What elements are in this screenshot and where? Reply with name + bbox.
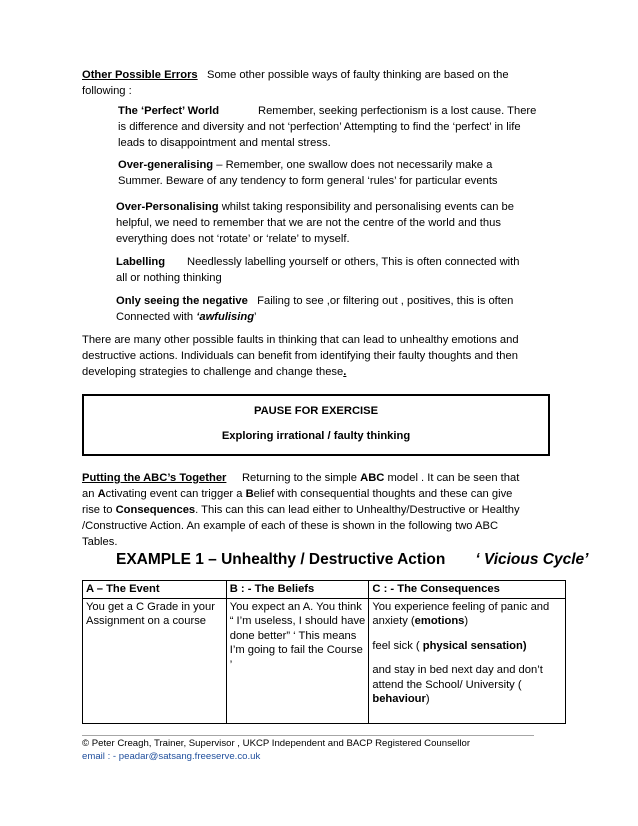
labelling-item [116,254,519,286]
over-personalising-desc-2: helpful, we need to remember that we are not the centre of the world and thus [116,217,501,229]
consequences-term: Consequences [115,504,196,516]
abc-text: Returning to the simple [241,472,361,484]
perfect-world-desc-1: Remember, seeking perfectionism is a lost cause. There [258,105,537,117]
other-errors-heading: Other Possible Errors [82,69,198,81]
over-personalising-term: Over-Personalising [116,201,219,213]
behaviour-term: behaviour [372,693,426,705]
footer-divider [82,735,534,736]
abc-together-heading: Putting the ABC’s Together [82,472,227,484]
over-generalising-desc-1: – Remember, one swallow does not necessarily make a [213,159,493,171]
only-negative-quote-end: ’ [254,311,257,323]
footer-email[interactable]: email : - peadar@satsang.freeserve.co.uk [82,751,261,762]
abc-together-paragraph [82,470,520,550]
beliefs-cell: You expect an A. You think “ I’m useless, I should have done better” ‘ This means I’m going to fail the Course ’ [226,598,369,723]
example-1-heading [116,551,588,569]
pause-exercise-box [82,394,550,456]
physical-sensation-term: physical sensation) [422,639,527,652]
consequence-text: ) [425,693,430,705]
labelling-desc-2: all or nothing thinking [116,272,222,284]
consequences-cell [369,598,566,723]
other-errors-intro: Some other possible ways of faulty thinking are based on the [206,69,509,81]
many-other-paragraph [82,332,519,380]
many-other-line-3: developing strategies to challenge and change these [82,366,344,378]
other-errors-paragraph [82,67,509,99]
labelling-desc-1: Needlessly labelling yourself or others, This is often connected with [187,256,520,268]
pause-title: PAUSE FOR EXERCISE [253,405,379,417]
belief-letter: B [245,488,254,500]
abc-text: ctivating event can trigger a [105,488,246,500]
many-other-line-3-end: . [343,366,347,378]
abc-bold: ABC [360,472,385,484]
consequence-text: and stay in bed next day and don’t attend the School/ University ( [372,664,543,691]
header-consequences: C : - The Consequences [369,581,566,599]
table-header-row [83,581,566,599]
abc-text: an [82,488,98,500]
header-event: A – The Event [83,581,227,599]
perfect-world-desc-2: is difference and diversity and not ‘perfection’ Attempting to find the ‘perfect’ in life [118,121,521,133]
over-personalising-desc-1: whilst taking responsibility and personalising events can be [218,201,514,213]
many-other-line-1: There are many other possible faults in thinking that can lead to unhealthy emotions and [82,334,519,346]
event-cell: You get a C Grade in your Assignment on a course [83,598,227,723]
other-errors-intro-cont: following : [82,85,132,97]
activating-letter: A [97,488,106,500]
example-1-title: EXAMPLE 1 – Unhealthy / Destructive Action [116,551,446,568]
abc-text: Tables. [82,536,118,548]
only-negative-item [116,293,513,325]
header-beliefs: B : - The Beliefs [226,581,369,599]
perfect-world-item [118,103,536,151]
consequence-text: feel sick ( [372,639,423,652]
vicious-cycle-label: ‘ Vicious Cycle’ [475,551,589,568]
abc-table [82,580,566,724]
table-row [83,598,566,723]
abc-text: /Constructive Action. An example of each of these is shown in the following two ABC [82,520,499,532]
awfulising-term: ‘awfulising [196,311,255,323]
perfect-world-term: The ‘Perfect’ World [118,105,220,117]
labelling-term: Labelling [116,256,166,268]
over-generalising-item [118,157,498,189]
only-negative-desc-1: Failing to see ,or filtering out , positives, this is often [257,295,514,307]
over-personalising-item [116,199,514,247]
consequence-text: You experience feeling of panic and anxiety ( [372,600,550,627]
only-negative-desc-2: Connected with [116,311,197,323]
pause-subtitle: Exploring irrational / faulty thinking [221,430,411,442]
abc-text: rise to [82,504,116,516]
footer-copyright: © Peter Creagh, Trainer, Supervisor , UKCP Independent and BACP Registered Counsellor [82,738,471,749]
emotions-term: emotions [414,615,465,627]
over-generalising-term: Over-generalising [118,159,214,171]
only-negative-term: Only seeing the negative [116,295,248,307]
perfect-world-desc-3: leads to disappointment and mental stress. [118,137,331,149]
many-other-line-2: destructive actions. Individuals can benefit from identifying their faulty thoughts and then [82,350,518,362]
abc-text: model . It can be seen that [384,472,520,484]
over-generalising-desc-2: Summer. Beware of any tendency to form general ‘rules’ for particular events [118,175,498,187]
abc-text: elief with consequential thoughts and these can give [253,488,513,500]
abc-text: . This can this can lead either to Unhealthy/Destructive or Healthy [195,504,520,516]
consequence-text: ) [464,615,469,627]
over-personalising-desc-3: everything does not ‘rotate’ or ‘relate’ to myself. [116,233,350,245]
